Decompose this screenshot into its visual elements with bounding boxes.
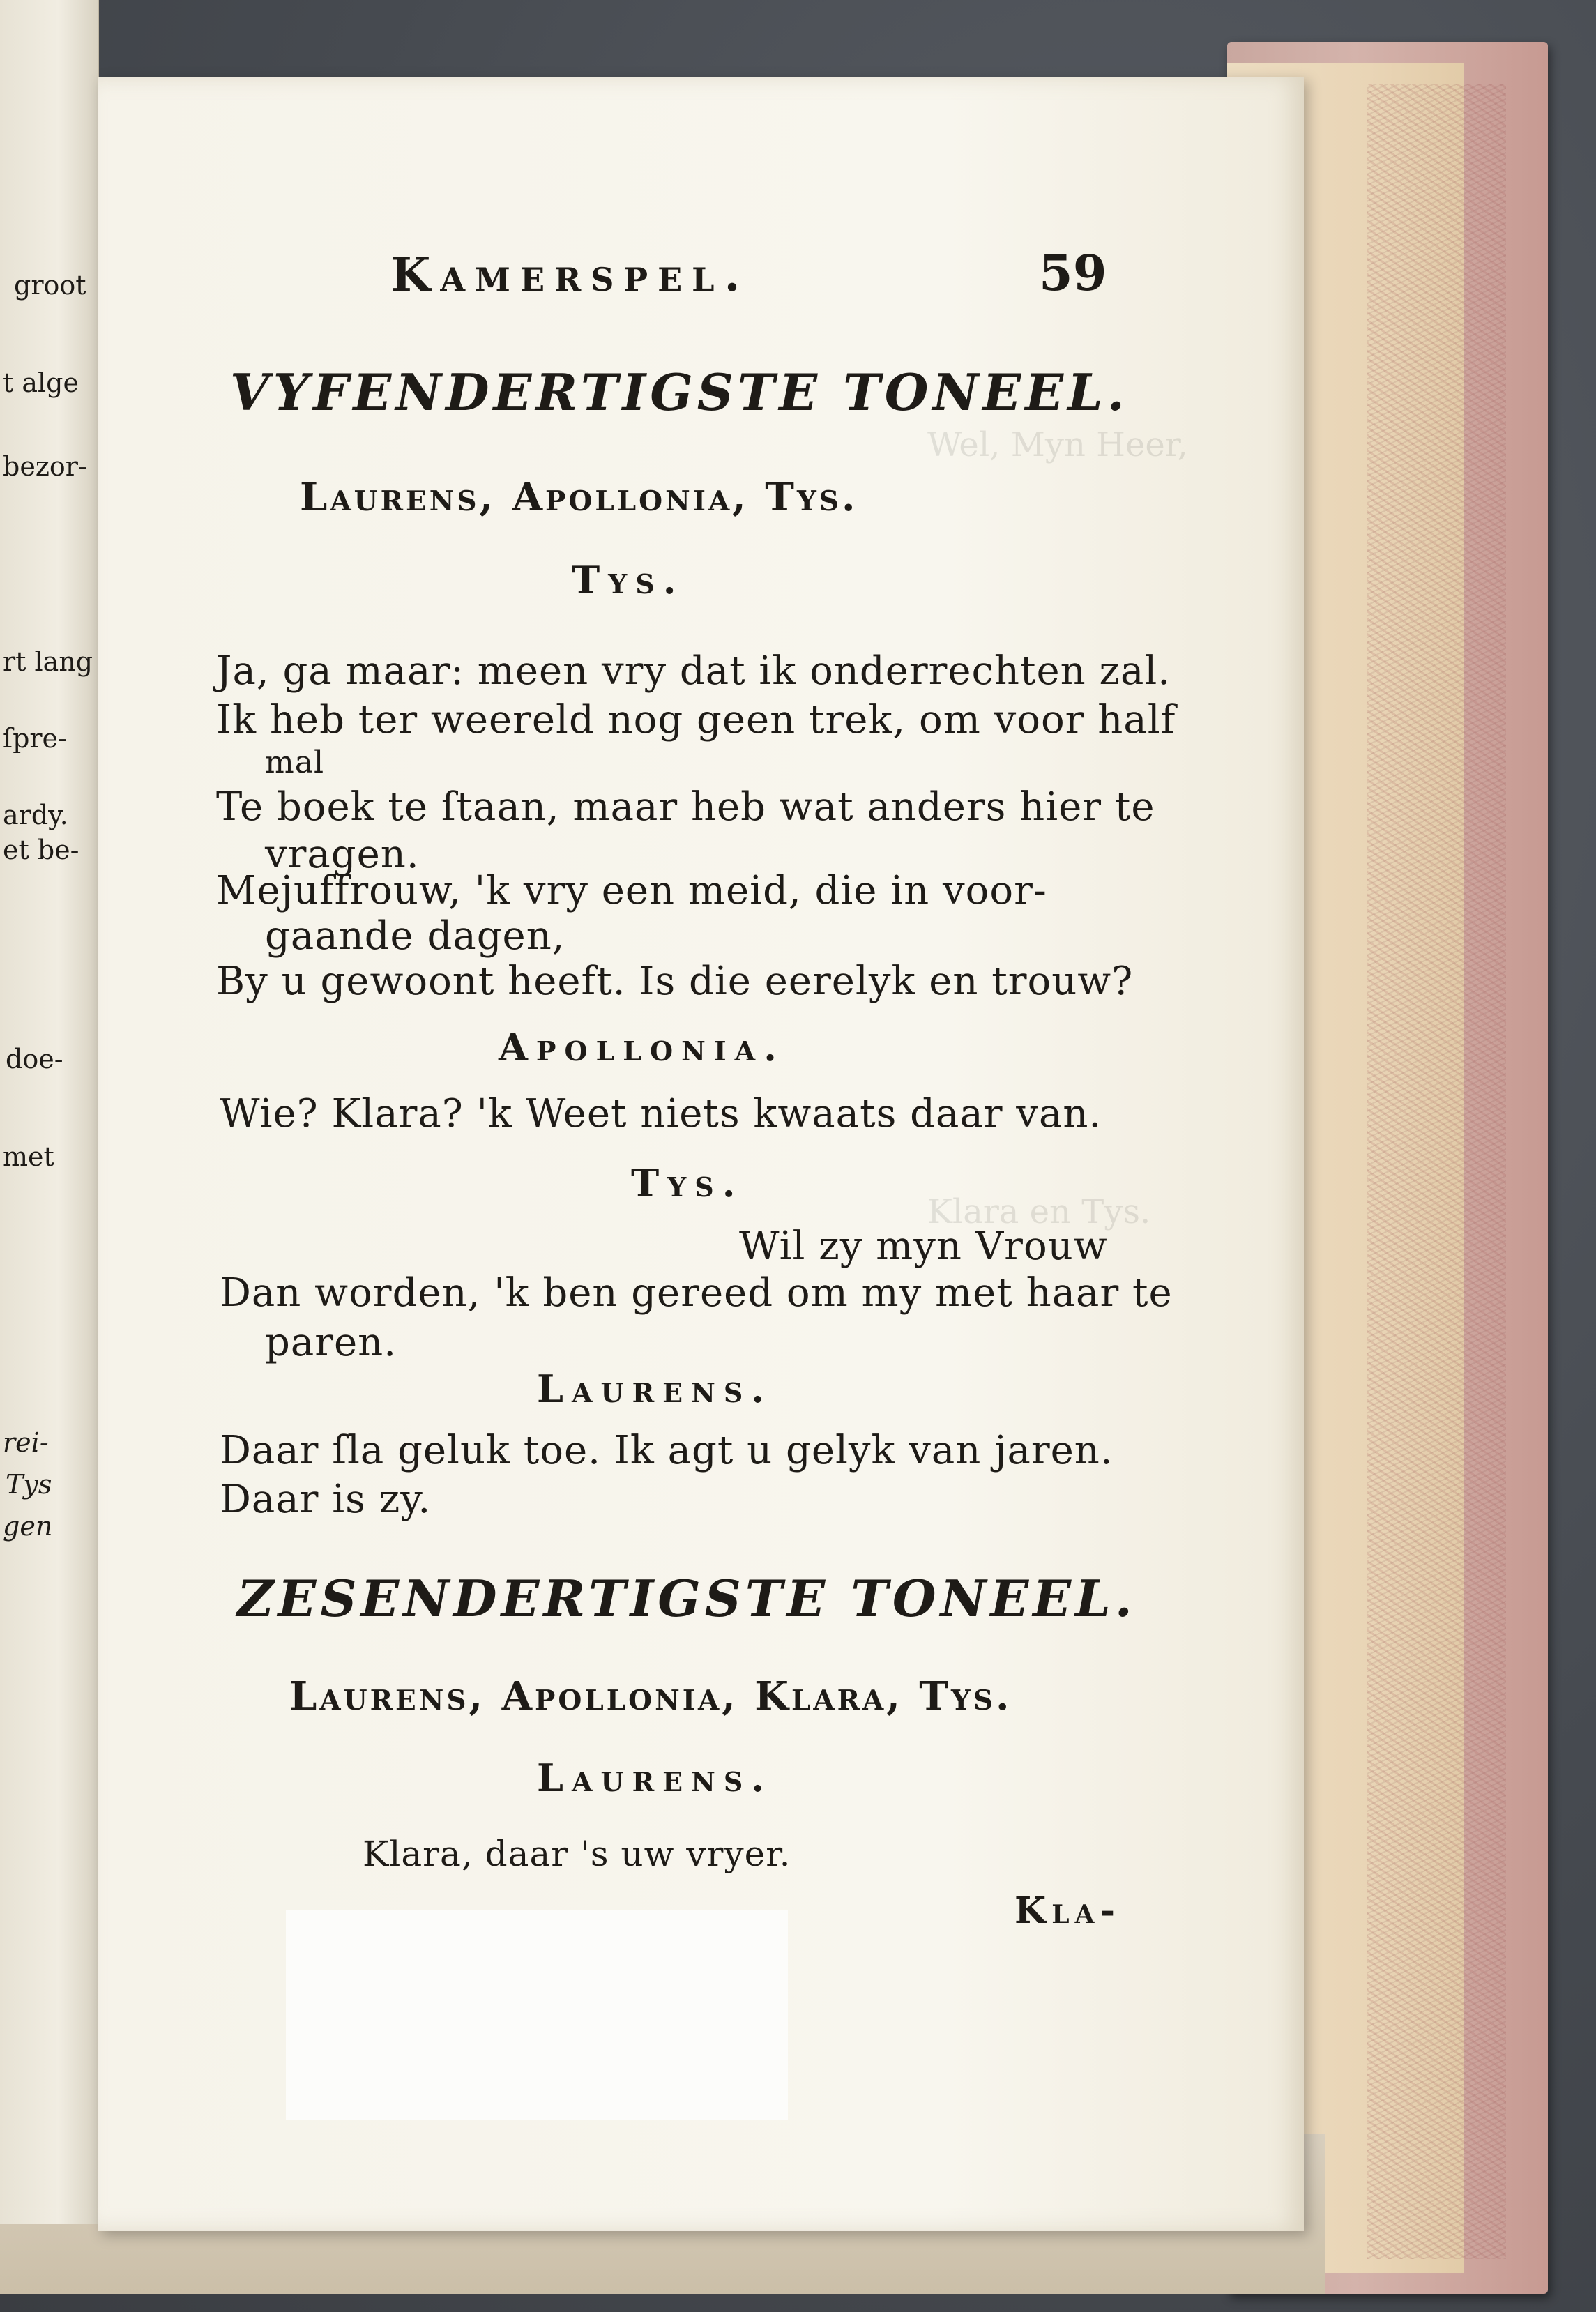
dialogue-line: Ja, ga maar: meen vry dat ik onderrechten zal. <box>216 648 1171 694</box>
scene-cast-list: Laurens, Apollonia, Tys. <box>300 474 858 520</box>
left-fragment: groot <box>14 270 86 301</box>
dialogue-line: paren. <box>265 1320 397 1365</box>
dialogue-line: vragen. <box>265 832 420 877</box>
left-fragment: rt lang <box>3 646 93 677</box>
left-fragment: Tys <box>6 1469 52 1500</box>
dialogue-line: Te boek te ſtaan, maar heb wat anders hier te <box>216 784 1155 830</box>
show-through-text: Wel, Myn Heer, <box>927 425 1188 464</box>
show-through-text: Klara en Tys. <box>927 1192 1151 1231</box>
dialogue-line: By u gewoont heeft. Is die eerelyk en trouw? <box>216 959 1134 1004</box>
paper-patch <box>286 1910 788 2120</box>
left-fragment: doe- <box>6 1044 63 1074</box>
speaker-name: Tys. <box>572 558 685 602</box>
scene-cast-list: Laurens, Apollonia, Klara, Tys. <box>289 1673 1012 1719</box>
left-fragment: gen <box>3 1511 53 1542</box>
speaker-name: Laurens. <box>537 1756 773 1800</box>
dialogue-line: gaande dagen, <box>265 913 565 959</box>
dialogue-line: Mejuffrouw, 'k vry een meid, die in voor- <box>216 868 1047 913</box>
scene-heading: ZESENDERTIGSTE TONEEL. <box>237 1569 1137 1628</box>
left-fragment: et be- <box>3 835 79 865</box>
speaker-name: Laurens. <box>537 1367 773 1411</box>
dialogue-line: mal <box>265 745 325 780</box>
speaker-name: Tys. <box>631 1161 744 1206</box>
dialogue-line: Ik heb ter weereld nog geen trek, om voor half <box>216 697 1176 743</box>
left-fragment: rei- <box>3 1427 49 1458</box>
dialogue-line: Wie? Klara? 'k Weet niets kwaats daar van. <box>220 1091 1102 1136</box>
left-fragment: ardy. <box>3 800 68 830</box>
page-number: 59 <box>1039 244 1107 302</box>
dialogue-line: Daar ſla geluk toe. Ik agt u gelyk van jaren. <box>220 1428 1114 1473</box>
dialogue-line: Wil zy myn Vrouw <box>739 1224 1108 1269</box>
left-fragment: bezor- <box>3 451 87 482</box>
running-head-title: Kamerspel. <box>390 248 750 302</box>
catchword: Kla- <box>1014 1889 1121 1932</box>
left-fragment: ſpre- <box>3 723 67 754</box>
dialogue-line: Daar is zy. <box>220 1477 432 1522</box>
left-facing-page <box>0 0 99 2224</box>
left-fragment: met <box>3 1141 54 1172</box>
dialogue-line: Dan worden, 'k ben gereed om my met haar te <box>220 1270 1173 1316</box>
cover-speckle-texture <box>1367 84 1506 2259</box>
left-fragment: t alge <box>3 367 79 398</box>
speaker-name: Apollonia. <box>499 1025 785 1070</box>
scene-heading: VYFENDERTIGSTE TONEEL. <box>230 363 1129 422</box>
dialogue-line: Klara, daar 's uw vryer. <box>363 1834 791 1874</box>
